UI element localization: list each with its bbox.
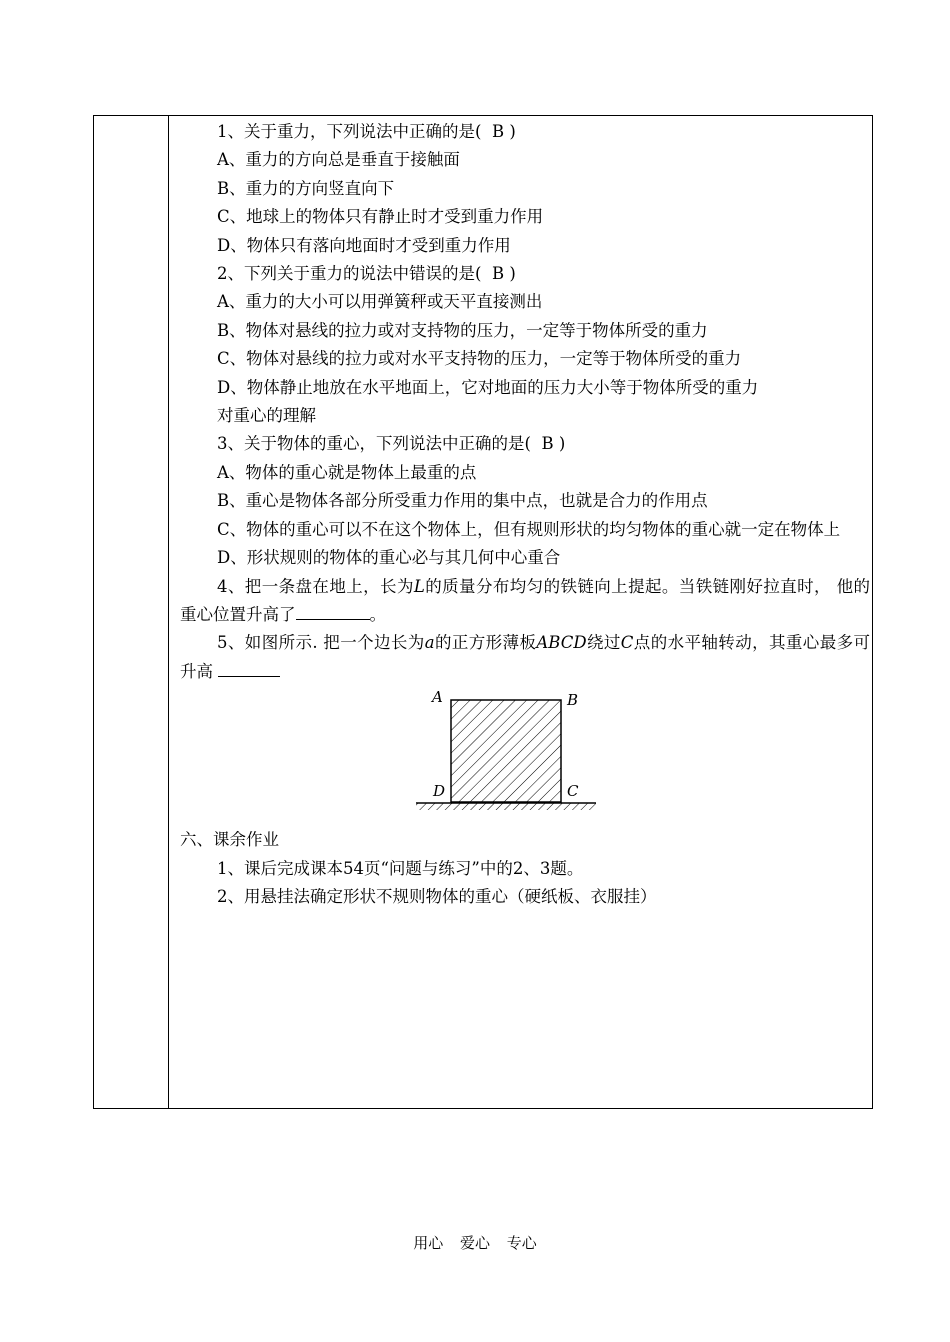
q2-option-a: A、重力的大小可以用弹簧秤或天平直接测出 — [217, 292, 543, 312]
q4-text-3: 。 — [369, 604, 386, 624]
q4-text-1: 4、把一条盘在地上，长为 — [217, 576, 414, 596]
q4-text-2: 的质量分布均匀的铁链向上提起。当铁链刚好拉直时， 他的重心位置升高了 — [180, 576, 870, 624]
q4-answer-blank — [296, 601, 370, 620]
square-plate-diagram — [416, 686, 606, 816]
q3-option-b: B、重心是物体各部分所受重力作用的集中点，也就是合力的作用点 — [217, 491, 708, 511]
q2-option-d: D、物体静止地放在水平地面上，它对地面的压力大小等于物体所受的重力 — [217, 377, 759, 397]
section-heading: 对重心的理解 — [217, 406, 316, 426]
label-a: A — [432, 688, 443, 707]
q5-answer-blank — [218, 658, 280, 677]
q5-text-1: 5、如图所示. 把一个边长为 — [217, 633, 425, 653]
footer-word-3: 专心 — [506, 1234, 537, 1252]
q3-option-d: D、形状规则的物体的重心必与其几何中心重合 — [217, 548, 561, 568]
ground-hatch — [416, 803, 596, 810]
left-column-cell — [94, 116, 169, 1108]
q2-close: ) — [509, 264, 516, 284]
q5-var-c: C — [620, 633, 634, 653]
q3-answer: B — [541, 434, 554, 454]
question-1-stem — [180, 118, 870, 146]
q3-option-a: A、物体的重心就是物体上最重的点 — [217, 462, 477, 482]
q1-option-d: D、物体只有落向地面时才受到重力作用 — [217, 235, 511, 255]
q2-answer: B — [491, 264, 505, 284]
q4-var-l: L — [413, 576, 425, 596]
footer-word-1: 用心 — [413, 1234, 444, 1252]
q5-var-a: a — [424, 633, 435, 653]
q5-text-3: 绕过 — [586, 633, 621, 653]
label-c: C — [567, 782, 579, 801]
q2-stem-text: 2、下列关于重力的说法中错误的是( — [217, 264, 482, 284]
q1-option-a: A、重力的方向总是垂直于接触面 — [217, 150, 460, 170]
label-d: D — [433, 782, 446, 801]
q1-answer: B — [491, 122, 505, 141]
content-cell — [180, 118, 870, 911]
homework-title: 六、课余作业 — [180, 830, 279, 850]
q3-option-c: C、物体的重心可以不在这个物体上，但有规则形状的均匀物体的重心就一定在物体上 — [217, 519, 841, 539]
q1-option-c: C、地球上的物体只有静止时才受到重力作用 — [217, 207, 544, 227]
label-b: B — [567, 691, 579, 710]
homework-item-1: 1、课后完成课本54页“问题与练习”中的2、3题。 — [217, 858, 584, 878]
q1-stem-text: 1、关于重力，下列说法中正确的是( — [217, 122, 482, 141]
q5-text-2: 的正方形薄板 — [434, 633, 537, 653]
q2-option-b: B、物体对悬线的拉力或对支持物的压力，一定等于物体所受的重力 — [217, 320, 708, 340]
q1-option-b: B、重力的方向竖直向下 — [217, 178, 395, 198]
square-plate-figure — [180, 686, 870, 826]
homework-item-2: 2、用悬挂法确定形状不规则物体的重心（硬纸板、衣服挂） — [217, 886, 657, 906]
footer-word-2: 爱心 — [459, 1234, 490, 1252]
question-5 — [180, 629, 870, 686]
question-2-stem — [180, 260, 870, 288]
question-4 — [180, 573, 870, 630]
q2-option-c: C、物体对悬线的拉力或对水平支持物的压力，一定等于物体所受的重力 — [217, 349, 742, 369]
q1-close: ) — [509, 122, 516, 141]
square-plate — [451, 700, 561, 802]
q5-var-abcd: ABCD — [536, 633, 587, 653]
worksheet-table — [93, 115, 873, 1109]
question-3-stem — [180, 430, 870, 458]
q3-stem-text: 3、关于物体的重心，下列说法中正确的是( — [217, 434, 531, 454]
page-footer — [0, 1232, 950, 1253]
q5-text-4: 点的水平轴转动，其重心最多可升高 — [180, 633, 871, 681]
q3-close: ) — [558, 434, 566, 454]
